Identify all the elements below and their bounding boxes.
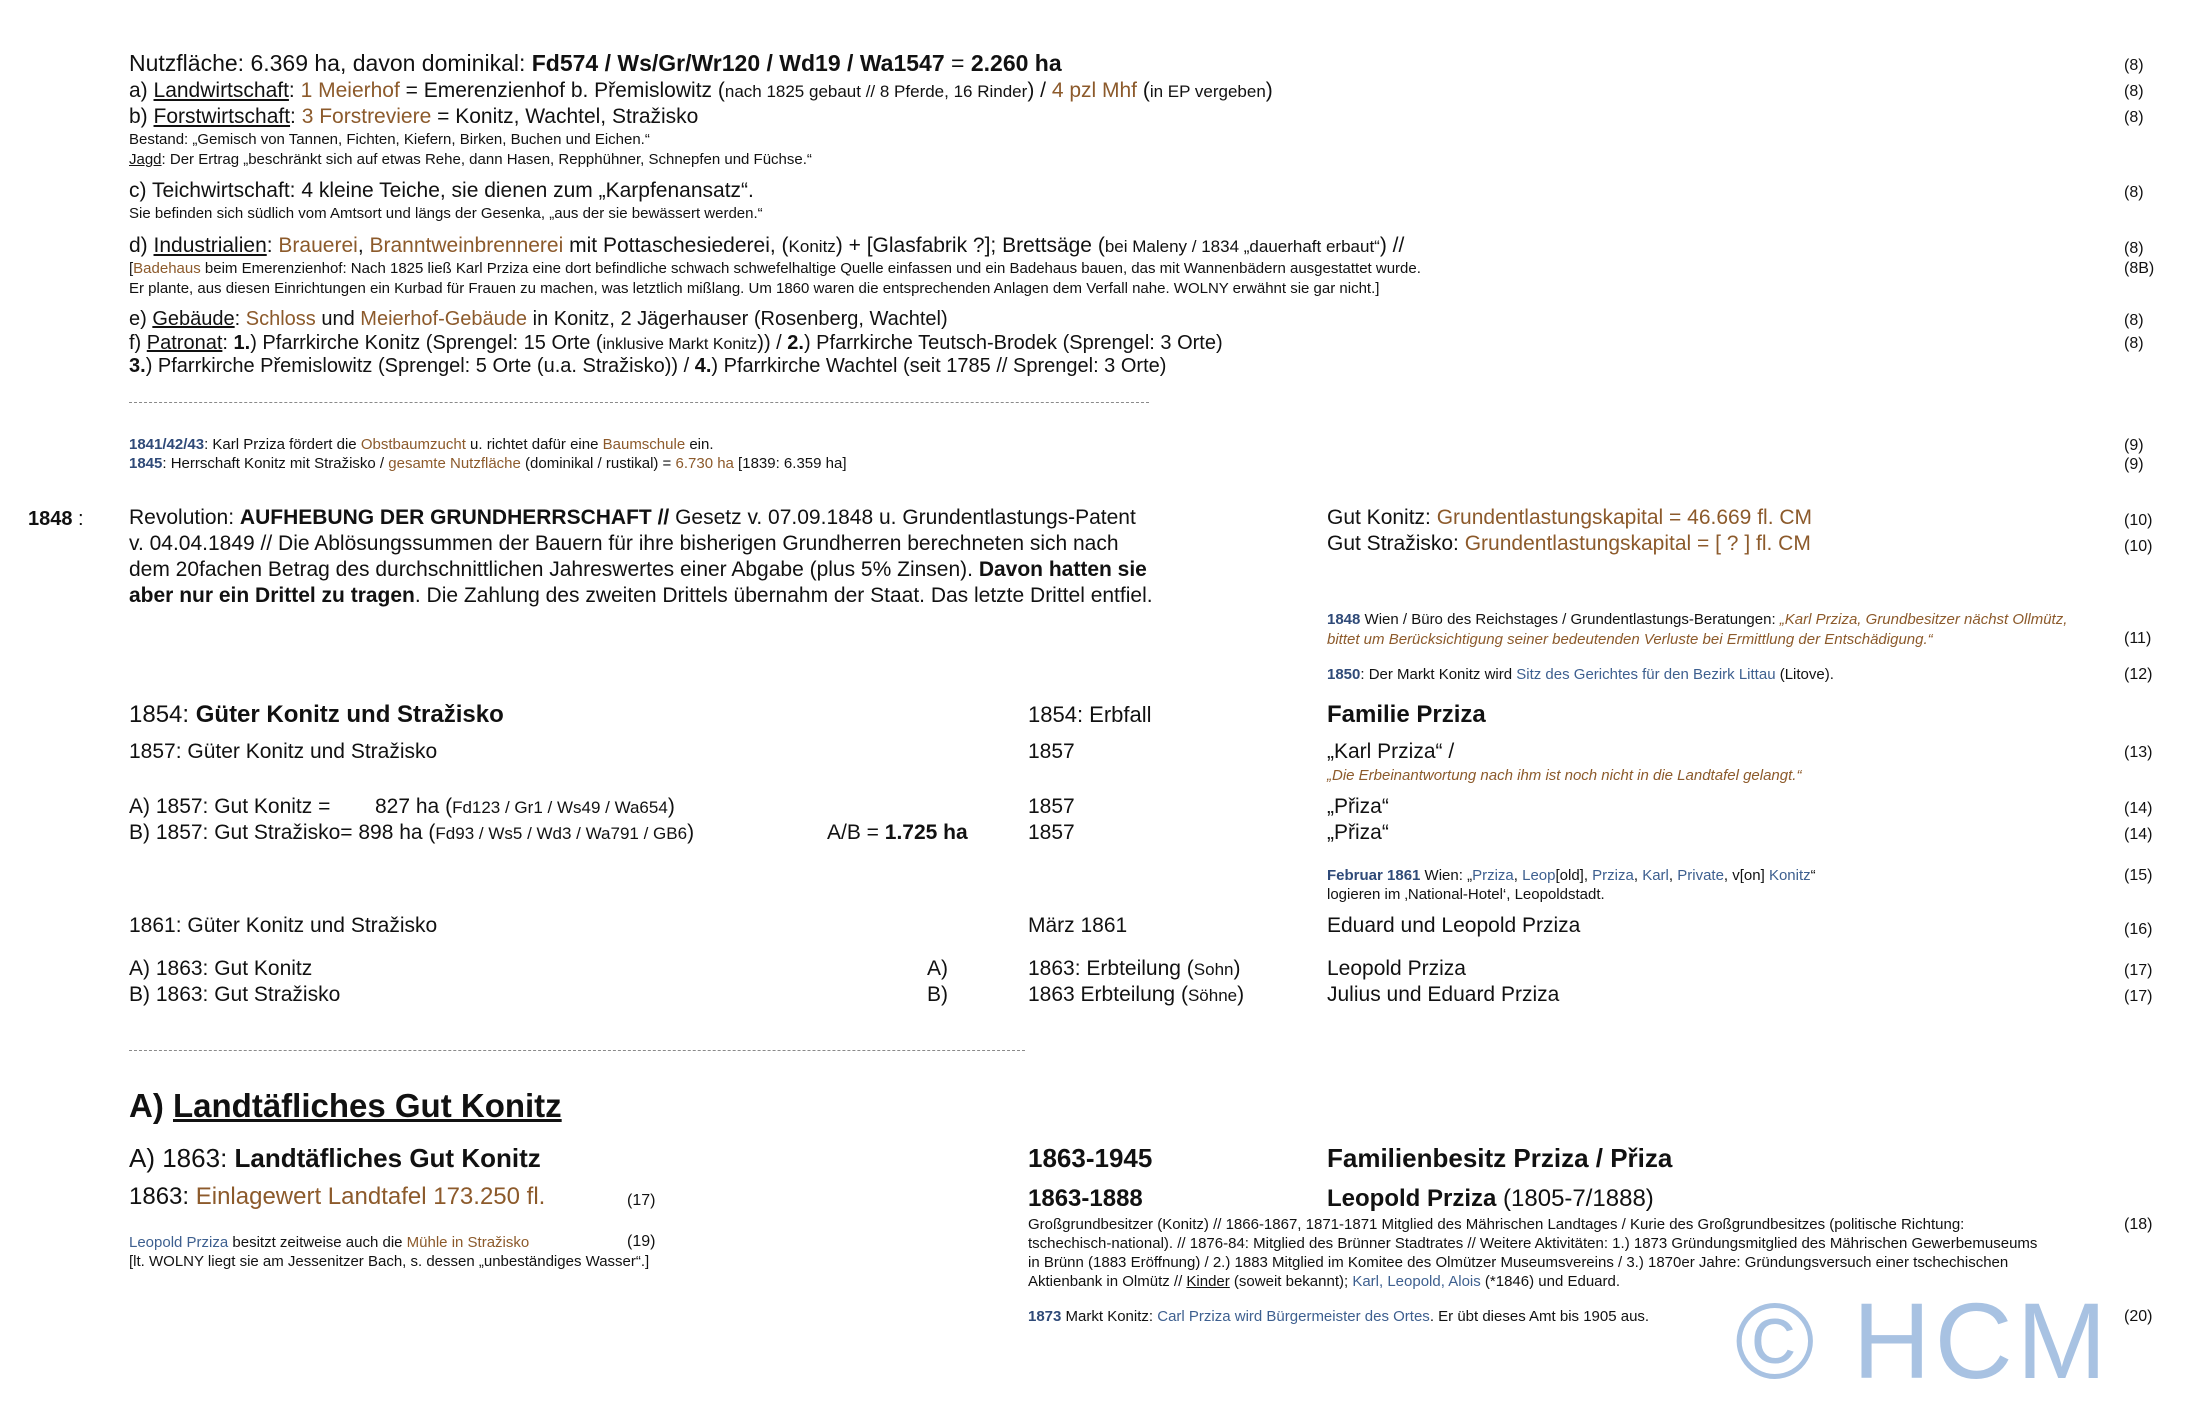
text: Landtäfliches Gut Konitz: [234, 1143, 541, 1173]
text: 1863 Erbteilung (: [1028, 983, 1188, 1006]
text: Revolution:: [129, 506, 240, 529]
text: = Emerenzienhof b. Přemislowitz (: [399, 79, 725, 102]
text: dem 20fachen Betrag des durchschnittlichen Jahreswertes einer Abgabe (plus 5% Zinsen).: [129, 558, 973, 581]
text: Einlagewert Landtafel 173.250 fl.: [195, 1183, 546, 1210]
obstbaum-note: [129, 436, 714, 453]
text: Leopold Prziza: [129, 1234, 229, 1251]
national-hotel-note: [1327, 867, 1816, 884]
text: 1863: Erbteilung (: [1028, 957, 1194, 980]
kurbad-note: Er plante, aus diesen Einrichtungen ein Kurbad für Frauen zu machen, was letztlich mißlang. Um 1860 waren die entsprechenden Anlagen dem Verfall nahe. WOLNY erwähnt sie gar nicht.]: [129, 280, 1380, 297]
biography-line-4: [1028, 1273, 1620, 1290]
text: A) 1863:: [129, 1143, 235, 1173]
text: Wien: „: [1420, 867, 1473, 884]
text: ) /: [1027, 79, 1052, 102]
text: Private: [1677, 867, 1724, 884]
text: Gebäude: [152, 308, 235, 330]
text: Leop: [1522, 867, 1556, 884]
gut-konitz-1857-title: A) 1857: Gut Konitz =: [129, 795, 331, 818]
text: :: [290, 105, 302, 128]
text: 1850: [1327, 666, 1361, 683]
year-label: 1848: [28, 508, 73, 530]
text: Prziza: [1592, 867, 1634, 884]
biography-line-3: in Brünn (1883 Eröffnung) / 2.) 1883 Mitglied im Komitee des Olmützer Museumsvereins / 3.) 1870er Jahre: Gründungsversuch einer tschechischen: [1028, 1254, 2009, 1271]
gut-konitz-1857-area: [375, 795, 675, 819]
gut-konitz-1857-owner: „Přiza“: [1327, 795, 1389, 818]
erbteilung-sohn: [1028, 957, 1240, 981]
text: Februar 1861: [1327, 867, 1421, 884]
text: Branntweinbrennerei: [369, 234, 564, 257]
text: Fd93 / Ws5 / Wd3 / Wa791 / GB6: [435, 824, 688, 843]
familienbesitz-heading: Familienbesitz Prziza / Přiza: [1327, 1143, 1673, 1173]
jagd-note: [129, 151, 812, 168]
gut-strazisko-kapital: [1327, 532, 1811, 556]
footnote-ref: (9): [2124, 456, 2144, 473]
text: beim Emerenzienhof: Nach 1825 ließ Karl Prziza eine dort befindliche schwach schwefelhaltige Quelle einfassen und ein Badehaus bauen, das mit Wannenbädern ausgestattet wurde.: [200, 260, 1421, 277]
row-1857-owner: „Karl Prziza“ /: [1327, 740, 1455, 763]
text: Karl: [1642, 867, 1669, 884]
text: ,: [1513, 867, 1523, 884]
gut-strazisko-1857: [129, 821, 694, 845]
patronat-line: [129, 332, 1223, 355]
text: Mühle in Stražisko: [406, 1234, 530, 1251]
text: = [ ? ] fl. CM: [1691, 532, 1811, 555]
revolution-line-1: [129, 506, 1136, 530]
text: ): [1237, 983, 1245, 1006]
period-1863-1888: 1863-1888: [1028, 1185, 1143, 1212]
copyright-watermark: © HCM: [1735, 1280, 2111, 1401]
leopold-heading: [1327, 1185, 1654, 1213]
text: Grundentlastungskapital: [1436, 506, 1664, 529]
footnote-ref: (10): [2124, 538, 2153, 555]
einlagewert-line: [129, 1183, 545, 1211]
forstwirtschaft-line: [129, 105, 698, 129]
divider: [129, 402, 1149, 403]
teichwirtschaft-line: c) Teichwirtschaft: 4 kleine Teiche, sie dienen zum „Karpfenansatz“.: [129, 179, 754, 202]
text: Prziza: [1472, 867, 1514, 884]
text: Jagd: [129, 151, 162, 168]
text: in EP vergeben: [1149, 82, 1266, 101]
text: ,: [1668, 867, 1678, 884]
footnote-ref: (12): [2124, 666, 2153, 683]
gut-strazisko-1857-event: 1857: [1028, 821, 1075, 844]
revolution-line-3: [129, 558, 1147, 582]
text: . Er übt dieses Amt bis 1905 aus.: [1429, 1308, 1650, 1325]
text: Landtäfliches Gut Konitz: [173, 1087, 562, 1124]
text: :: [234, 308, 246, 330]
text: 1 Meierhof: [300, 79, 400, 102]
erbeinantwortung-note: „Die Erbeinantwortung nach ihm ist noch nicht in die Landtafel gelangt.“: [1327, 767, 1802, 784]
text: „Karl Prziza, Grundbesitzer nächst Ollmütz,: [1779, 611, 2068, 628]
row-1861-event: März 1861: [1028, 914, 1128, 937]
section-heading: [129, 1087, 562, 1125]
row-1861-owner: Eduard und Leopold Prziza: [1327, 914, 1581, 937]
text: 1854:: [129, 701, 196, 728]
text: [old],: [1555, 867, 1593, 884]
text: ,: [1633, 867, 1643, 884]
revolution-line-2: v. 04.04.1849 // Die Ablösungssummen der Bauern für ihre bisherigen Grundherren berechneten sich nach: [129, 532, 1119, 555]
text: ) Pfarrkirche Konitz (Sprengel: 15 Orte (: [250, 332, 603, 354]
text: Davon hatten sie: [972, 558, 1147, 581]
revolution-line-4: [129, 584, 1153, 608]
text: 6.730 ha: [675, 455, 734, 472]
text: )) /: [757, 332, 788, 354]
text: Industrialien: [153, 234, 267, 257]
text: ,: [357, 234, 370, 257]
footnote-ref: (16): [2124, 921, 2153, 938]
text: und: [315, 308, 361, 330]
text: (soweit bekannt);: [1229, 1273, 1353, 1290]
text: ) Pfarrkirche Teutsch-Brodek (Sprengel: 3 Orte): [803, 332, 1223, 354]
footnote-ref: (17): [627, 1192, 656, 1209]
text: inklusive Markt Konitz: [602, 336, 758, 353]
row-1854-owner: Familie Prziza: [1327, 701, 1486, 728]
owner-julius-eduard: Julius und Eduard Prziza: [1327, 983, 1560, 1006]
text: ): [1265, 79, 1273, 102]
text: Landwirtschaft: [153, 79, 289, 102]
text: Aktienbank in Olmütz //: [1028, 1273, 1187, 1290]
text: 1848: [1327, 611, 1361, 628]
footnote-ref: (8): [2124, 83, 2144, 100]
text: : Der Markt Konitz wird: [1360, 666, 1517, 683]
text: 1845: [129, 455, 163, 472]
gut-konitz-1857-event: 1857: [1028, 795, 1075, 818]
text: 2.260 ha: [970, 50, 1062, 76]
row-1857-event: 1857: [1028, 740, 1075, 763]
row-1861-title: 1861: Güter Konitz und Stražisko: [129, 914, 438, 937]
text: (: [1137, 79, 1150, 102]
text: : Karl Prziza fördert die: [204, 436, 361, 453]
text: Konitz: [1768, 867, 1811, 884]
text: Sitz des Gerichtes für den Bezirk Littau: [1516, 666, 1776, 683]
text: 2.: [787, 332, 804, 354]
text: :: [288, 79, 301, 102]
text: “: [1810, 867, 1816, 884]
text: A/B =: [827, 821, 885, 844]
wolny-note: [lt. WOLNY liegt sie am Jessenitzer Bach, s. dessen „unbeständiges Wasser“.]: [129, 1253, 650, 1270]
text: Markt Konitz:: [1061, 1308, 1158, 1325]
gut-strazisko-1863: B) 1863: Gut Stražisko: [129, 983, 341, 1006]
footnote-ref: (8): [2124, 335, 2144, 352]
text: Carl Prziza wird Bürgermeister des Ortes: [1157, 1308, 1430, 1325]
gut-strazisko-1857-owner: „Přiza“: [1327, 821, 1389, 844]
text: Brauerei: [278, 234, 358, 257]
text: ): [667, 795, 675, 818]
text: , v[on]: [1723, 867, 1769, 884]
teich-note: Sie befinden sich südlich vom Amtsort und längs der Gesenka, „aus der sie bewässert werden.“: [129, 205, 763, 222]
text: ): [1233, 957, 1241, 980]
owner-leopold: Leopold Prziza: [1327, 957, 1466, 980]
text: Sohn: [1193, 960, 1234, 979]
text: ein.: [685, 436, 714, 453]
text: Wien / Büro des Reichstages / Grundentlastungs-Beratungen:: [1360, 611, 1780, 628]
text: (dominikal / rustikal) =: [520, 455, 676, 472]
text: gesamte Nutzfläche: [388, 455, 521, 472]
text: 1.: [233, 332, 251, 354]
footnote-ref: (17): [2124, 988, 2153, 1005]
text: Grundentlastungskapital: [1464, 532, 1692, 555]
total-area: [827, 821, 968, 845]
text: [1839: 6.359 ha]: [733, 455, 847, 472]
footnote-ref: (10): [2124, 512, 2153, 529]
text: Meierhof-Gebäude: [360, 308, 528, 330]
text: Leopold Prziza: [1327, 1185, 1497, 1212]
text: Badehaus: [133, 260, 201, 277]
text: ) + [Glasfabrik ?]; Brettsäge (: [835, 234, 1105, 257]
footnote-ref: (20): [2124, 1308, 2153, 1325]
row-1857-title: 1857: Güter Konitz und Stražisko: [129, 740, 438, 763]
footnote-ref: (14): [2124, 800, 2153, 817]
text: :: [266, 234, 279, 257]
national-hotel-note-2: logieren im ‚National-Hotel‘, Leopoldstadt.: [1327, 886, 1605, 903]
text: [: [129, 260, 134, 277]
text: = Konitz, Wachtel, Stražisko: [431, 105, 699, 128]
text: u. richtet dafür eine: [465, 436, 603, 453]
text: a): [129, 79, 154, 102]
gut-konitz-kapital: [1327, 506, 1812, 530]
gericht-note: [1327, 666, 1834, 683]
biography-line-2: tschechisch-national). // 1876-84: Mitglied des Brünner Stadtrates // Weitere Aktivitäten: 1.) 1873 Gründungsmitglied des Mährischen Gewerbemuseums: [1028, 1235, 2038, 1252]
reichstag-quote: bittet um Berücksichtigung seiner bedeutenden Verluste bei Ermittlung der Entschädigung.“: [1327, 631, 1933, 648]
text: Güter Konitz und Stražisko: [195, 701, 504, 728]
footnote-ref: (17): [2124, 962, 2153, 979]
patronat-line-2: [129, 355, 1166, 378]
text: Kinder: [1186, 1273, 1230, 1290]
row-1854-title: [129, 701, 504, 729]
badehaus-note: [129, 260, 1421, 277]
text: Söhne: [1187, 986, 1238, 1005]
footnote-ref: (14): [2124, 826, 2153, 843]
text: Gesetz v. 07.09.1848 u. Grundentlastungs-Patent: [669, 506, 1136, 529]
biography-line-1: Großgrundbesitzer (Konitz) // 1866-1867, 1871-1871 Mitglied des Mährischen Landtages / Kurie des Großgrundbesitzes (politische Richtung:: [1028, 1216, 1965, 1233]
text: Baumschule: [602, 436, 686, 453]
text: in Konitz, 2 Jägerhauser (Rosenberg, Wachtel): [527, 308, 948, 330]
text: b): [129, 105, 154, 128]
text: 4 pzl Mhf: [1051, 79, 1138, 102]
text: Obstbaumzucht: [360, 436, 466, 453]
erbteilung-soehne: [1028, 983, 1244, 1007]
nutzflaeche-line: [129, 50, 1062, 77]
text: bei Maleny / 1834 „dauerhaft erbaut“: [1104, 237, 1380, 256]
divider: [129, 1050, 1025, 1051]
text: Patronat: [146, 332, 223, 354]
gut-konitz-1863: A) 1863: Gut Konitz: [129, 957, 313, 980]
footnote-ref: (8): [2124, 57, 2144, 74]
row-1854-event: 1854: Erbfall: [1028, 702, 1152, 727]
industrialien-line: [129, 234, 1404, 258]
text: 1873: [1028, 1308, 1062, 1325]
landwirtschaft-line: [129, 79, 1273, 103]
footnote-ref: (9): [2124, 437, 2144, 454]
text: Fd574 / Ws/Gr/Wr120 / Wd19 / Wa1547: [531, 50, 945, 76]
text: AUFHEBUNG DER GRUNDHERRSCHAFT //: [239, 506, 670, 529]
nutzflaeche-1845-note: [129, 455, 847, 472]
text: : Herrschaft Konitz mit Stražisko /: [162, 455, 389, 472]
text: Forstwirtschaft: [153, 105, 291, 128]
footnote-ref: (18): [2124, 1216, 2153, 1233]
text: Fd123 / Gr1 / Ws49 / Wa654: [452, 798, 668, 817]
footnote-ref: (8B): [2124, 260, 2155, 277]
footnote-ref: (11): [2124, 630, 2152, 647]
text: mit Pottaschesiederei, (: [563, 234, 789, 257]
text: ) //: [1379, 234, 1405, 257]
year-colon: :: [78, 508, 84, 530]
footnote-ref: (19): [627, 1233, 656, 1250]
text: (Litove).: [1775, 666, 1834, 683]
text: ) Pfarrkirche Wachtel (seit 1785 // Sprengel: 3 Orte): [711, 355, 1167, 377]
text: d): [129, 234, 154, 257]
gut-konitz-subtitle: [129, 1143, 541, 1174]
text: A): [129, 1087, 173, 1124]
footnote-ref: (8): [2124, 312, 2144, 329]
text: f): [129, 332, 147, 354]
text: B) 1857: Gut Stražisko= 898 ha (: [129, 821, 436, 844]
marker-b: B): [927, 983, 948, 1006]
footnote-ref: (13): [2124, 744, 2153, 761]
text: ): [687, 821, 695, 844]
reichstag-note: [1327, 611, 2067, 628]
text: nach 1825 gebaut // 8 Pferde, 16 Rinder: [724, 82, 1028, 101]
text: (1805-7/1888): [1496, 1185, 1654, 1212]
text: 1.725 ha: [884, 821, 968, 844]
text: : Der Ertrag „beschränkt sich auf etwas Rehe, dann Hasen, Repphühner, Schnepfen und Füchse.“: [161, 151, 812, 168]
marker-a: A): [927, 957, 948, 980]
gebaeude-line: [129, 308, 948, 331]
buergermeister-note: [1028, 1308, 1649, 1325]
text: besitzt zeitweise auch die: [228, 1234, 407, 1251]
text: 1841/42/43: [129, 436, 205, 453]
text: 3.: [129, 355, 146, 377]
bestand-note: Bestand: „Gemisch von Tannen, Fichten, Kiefern, Birken, Buchen und Eichen.“: [129, 131, 650, 148]
text: :: [222, 332, 234, 354]
footnote-ref: (8): [2124, 184, 2144, 201]
footnote-ref: (15): [2124, 867, 2153, 884]
text: Gut Konitz:: [1327, 506, 1437, 529]
text: Nutzfläche: 6.369 ha, davon dominikal:: [129, 50, 532, 76]
footnote-ref: (8): [2124, 109, 2144, 126]
text: aber nur ein Drittel zu tragen: [129, 584, 415, 607]
text: Schloss: [245, 308, 316, 330]
text: Konitz: [788, 237, 836, 256]
text: 4.: [694, 355, 712, 377]
text: 827 ha (: [375, 795, 453, 818]
muehle-note: [129, 1234, 529, 1251]
text: (*1846) und Eduard.: [1480, 1273, 1621, 1290]
text: 1863:: [129, 1183, 196, 1210]
text: 3 Forstreviere: [301, 105, 432, 128]
text: ) Pfarrkirche Přemislowitz (Sprengel: 5 Orte (u.a. Stražisko)) /: [145, 355, 695, 377]
text: Karl, Leopold, Alois: [1352, 1273, 1481, 1290]
text: e): [129, 308, 153, 330]
text: Gut Stražisko:: [1327, 532, 1465, 555]
footnote-ref: (8): [2124, 240, 2144, 257]
period-1863-1945: 1863-1945: [1028, 1143, 1153, 1173]
text: =: [944, 50, 971, 76]
text: . Die Zahlung des zweiten Drittels übernahm der Staat. Das letzte Drittel entfiel.: [414, 584, 1153, 607]
text: = 46.669 fl. CM: [1663, 506, 1813, 529]
